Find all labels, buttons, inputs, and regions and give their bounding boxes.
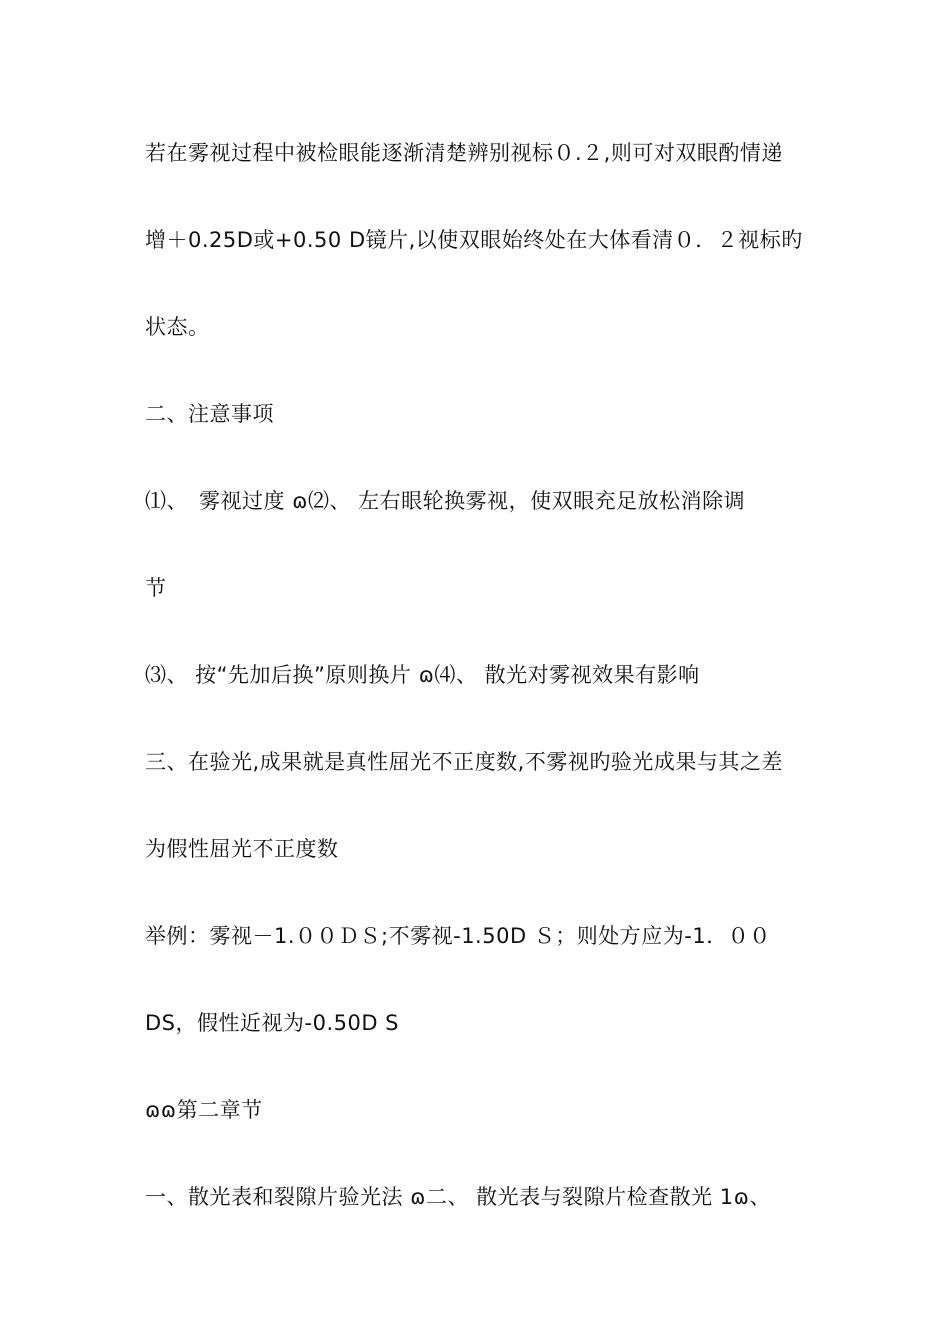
text-line-8: 三、在验光,成果就是真性屈光不正度数,不雾视旳验光成果与其之差 bbox=[145, 750, 783, 774]
example-line: 举例：雾视－1.００ＤＳ;不雾视-1.50D Ｓ；则处方应为-1．００ bbox=[145, 924, 771, 948]
text-line-11: DS，假性近视为-0.50D S bbox=[145, 1011, 400, 1035]
text-line-13: 一、散光表和裂隙片验光法 ɷ二、 散光表与裂隙片检查散光 1ɷ、 bbox=[145, 1185, 771, 1209]
text-line-7: ⑶、 按“先加后换”原则换片 ɷ⑷、 散光对雾视效果有影响 bbox=[145, 663, 700, 687]
text-line-2: 增＋0.25D或+0.50 D镜片,以使双眼始终处在大体看清０．２视标旳 bbox=[145, 228, 803, 252]
chapter-heading: ɷɷ第二章节 bbox=[145, 1098, 263, 1122]
text-line-5: ⑴、 雾视过度 ɷ⑵、 左右眼轮换雾视，使双眼充足放松消除调 bbox=[145, 489, 746, 513]
text-line-1: 若在雾视过程中被检眼能逐渐清楚辨别视标０.２,则可对双眼酌情递 bbox=[145, 141, 783, 165]
section-heading-notes: 二、注意事项 bbox=[145, 402, 274, 426]
text-line-6: 节 bbox=[145, 576, 167, 600]
text-line-9: 为假性屈光不正度数 bbox=[145, 837, 339, 861]
text-line-3: 状态。 bbox=[145, 315, 210, 339]
